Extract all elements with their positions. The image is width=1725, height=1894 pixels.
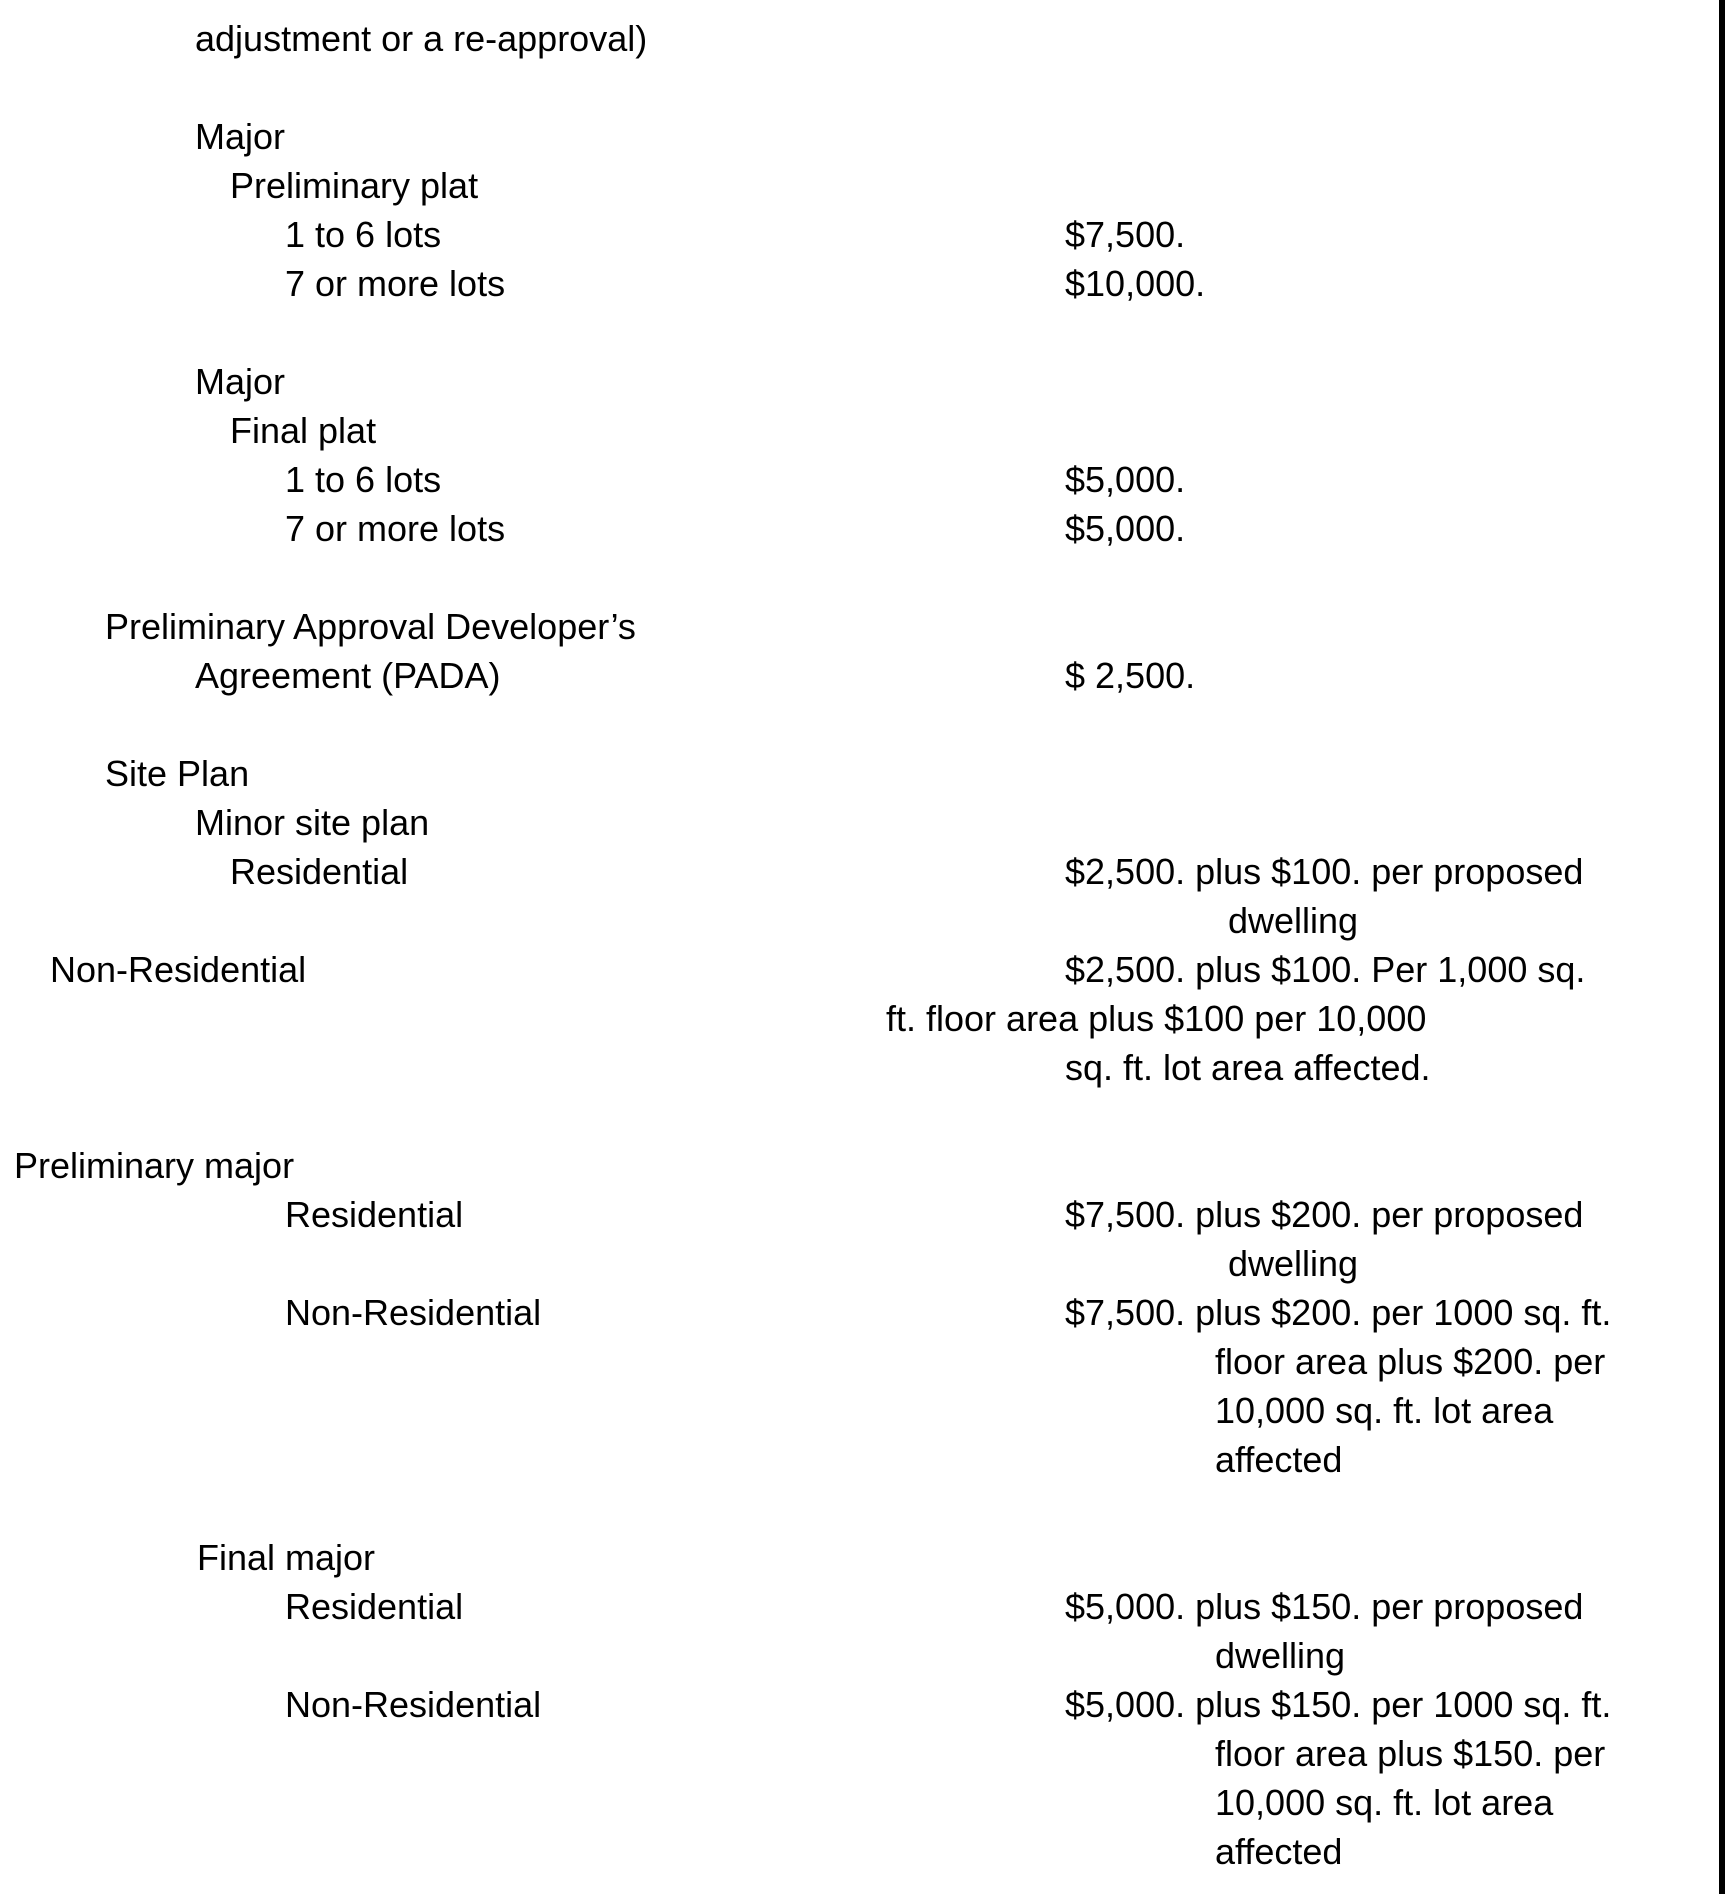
fee-amount-continued: affected (1215, 1439, 1343, 1480)
subheading-minor-site-plan: Minor site plan (195, 802, 430, 843)
heading-major: Major (195, 361, 286, 402)
fee-amount-continued: dwelling (1228, 900, 1359, 941)
heading-site-plan: Site Plan (105, 753, 250, 794)
fee-amount-continued: 10,000 sq. ft. lot area (1215, 1782, 1554, 1823)
item-1-to-6-lots: 1 to 6 lots (285, 214, 442, 255)
subheading-final-plat: Final plat (230, 410, 377, 451)
fee-amount-continued: floor area plus $150. per (1215, 1733, 1606, 1774)
heading-pada-continued: Agreement (PADA) (195, 655, 501, 696)
item-residential: Residential (285, 1194, 464, 1235)
fee-amount-continued: affected (1215, 1831, 1343, 1872)
section-continuation-text: adjustment or a re-approval) (195, 18, 648, 59)
heading-pada: Preliminary Approval Developer’s (105, 606, 636, 647)
fee-amount: $5,000. (1065, 459, 1186, 500)
fee-amount: $7,500. plus $200. per 1000 sq. ft. (1065, 1292, 1612, 1333)
heading-major: Major (195, 116, 286, 157)
fee-amount: $2,500. plus $100. per proposed (1065, 851, 1584, 892)
fee-amount: $5,000. plus $150. per proposed (1065, 1586, 1584, 1627)
subheading-preliminary-major: Preliminary major (14, 1145, 295, 1186)
item-7-or-more-lots: 7 or more lots (285, 263, 506, 304)
item-1-to-6-lots: 1 to 6 lots (285, 459, 442, 500)
fee-amount-continued: dwelling (1228, 1243, 1359, 1284)
fee-amount: $5,000. (1065, 508, 1186, 549)
fee-amount: $7,500. (1065, 214, 1186, 255)
subheading-preliminary-plat: Preliminary plat (230, 165, 479, 206)
item-residential: Residential (285, 1586, 464, 1627)
item-7-or-more-lots: 7 or more lots (285, 508, 506, 549)
fee-amount-continued: sq. ft. lot area affected. (1065, 1047, 1431, 1088)
fee-amount-continued: 10,000 sq. ft. lot area (1215, 1390, 1554, 1431)
fee-amount: $7,500. plus $200. per proposed (1065, 1194, 1584, 1235)
fee-amount: $5,000. plus $150. per 1000 sq. ft. (1065, 1684, 1612, 1725)
item-residential: Residential (230, 851, 409, 892)
fee-amount: $ 2,500. (1065, 655, 1196, 696)
item-non-residential: Non-Residential (285, 1292, 542, 1333)
item-non-residential: Non-Residential (50, 949, 307, 990)
subheading-final-major: Final major (197, 1537, 376, 1578)
fee-amount: $2,500. plus $100. Per 1,000 sq. (1065, 949, 1586, 990)
page-edge-border (1719, 0, 1725, 1894)
fee-amount-continued: ft. floor area plus $100 per 10,000 (886, 998, 1427, 1039)
item-non-residential: Non-Residential (285, 1684, 542, 1725)
fee-amount: $10,000. (1065, 263, 1206, 304)
fee-amount-continued: floor area plus $200. per (1215, 1341, 1606, 1382)
fee-amount-continued: dwelling (1215, 1635, 1346, 1676)
